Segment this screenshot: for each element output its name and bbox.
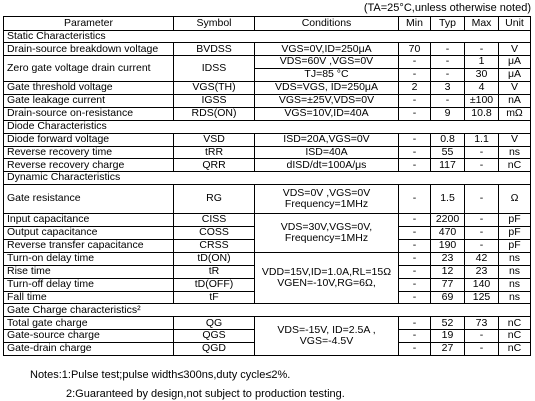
min-cell: - — [399, 278, 431, 291]
typ-cell: 470 — [431, 227, 465, 240]
condition-cell: dISD/dt=100A/μs — [255, 159, 399, 172]
symbol-cell: tRR — [174, 146, 255, 159]
max-cell: 4 — [465, 82, 499, 95]
symbol-cell: COSS — [174, 227, 255, 240]
symbol-cell: BVDSS — [174, 43, 255, 56]
table-row — [4, 133, 531, 146]
max-cell: 23 — [465, 265, 499, 278]
unit-cell: ns — [499, 265, 531, 278]
unit-cell: ns — [499, 252, 531, 265]
typ-cell: 0.8 — [431, 133, 465, 146]
unit-cell: V — [499, 43, 531, 56]
unit-cell: nC — [499, 159, 531, 172]
table-row — [4, 214, 531, 227]
unit-cell: ns — [499, 291, 531, 304]
symbol-cell: tR — [174, 265, 255, 278]
max-cell: - — [465, 43, 499, 56]
typ-cell: 12 — [431, 265, 465, 278]
typ-cell: 117 — [431, 159, 465, 172]
param-cell: Turn-on delay time — [4, 252, 174, 265]
condition-cell: VDS=60V ,VGS=0V — [255, 56, 399, 69]
typ-cell: 19 — [431, 330, 465, 343]
min-cell: - — [399, 252, 431, 265]
unit-cell: μA — [499, 56, 531, 69]
header-unit: Unit — [499, 17, 531, 31]
param-cell: Input capacitance — [4, 214, 174, 227]
condition-line: Frequency=1MHz — [284, 232, 369, 245]
condition-cell — [255, 185, 399, 214]
unit-cell: nA — [499, 94, 531, 107]
typ-cell: 23 — [431, 252, 465, 265]
conditions-note: (TA=25°C,unless otherwise noted) — [363, 2, 531, 14]
electrical-characteristics-table — [3, 16, 531, 356]
min-cell: - — [399, 239, 431, 252]
condition-cell: VGS=10V,ID=40A — [255, 107, 399, 120]
symbol-cell: tD(OFF) — [174, 278, 255, 291]
min-cell: - — [399, 69, 431, 82]
condition-cell: VDS=VGS, ID=250μA — [255, 82, 399, 95]
condition-cell: ISD=20A,VGS=0V — [255, 133, 399, 146]
condition-cell: TJ=85 °C — [255, 69, 399, 82]
param-cell: Output capacitance — [4, 227, 174, 240]
typ-cell: 69 — [431, 291, 465, 304]
section-static: Static Characteristics — [4, 30, 531, 43]
param-cell: Fall time — [4, 291, 174, 304]
param-cell: Gate threshold voltage — [4, 82, 174, 95]
min-cell: 2 — [399, 82, 431, 95]
unit-cell: μA — [499, 69, 531, 82]
table-header-row — [4, 17, 531, 31]
unit-cell: V — [499, 82, 531, 95]
min-cell: - — [399, 265, 431, 278]
unit-cell: nC — [499, 343, 531, 356]
unit-cell: ns — [499, 278, 531, 291]
table-row — [4, 185, 531, 214]
max-cell: - — [465, 227, 499, 240]
table-row — [4, 56, 531, 69]
typ-cell: - — [431, 69, 465, 82]
header-min: Min — [399, 17, 431, 31]
typ-cell: 27 — [431, 343, 465, 356]
section-gate-charge: Gate Charge characteristics² — [4, 304, 531, 317]
section-diode: Diode Characteristics — [4, 120, 531, 133]
unit-cell: nC — [499, 317, 531, 330]
section-row — [4, 120, 531, 133]
table-row — [4, 43, 531, 56]
max-cell: 73 — [465, 317, 499, 330]
condition-cell: ISD=40A — [255, 146, 399, 159]
max-cell: - — [465, 330, 499, 343]
table-row — [4, 107, 531, 120]
min-cell: - — [399, 159, 431, 172]
typ-cell: 9 — [431, 107, 465, 120]
unit-cell: nC — [499, 330, 531, 343]
min-cell: - — [399, 291, 431, 304]
condition-line: VDD=15V,ID=1.0A,RL=15Ω — [261, 265, 392, 278]
min-cell: - — [399, 94, 431, 107]
header-typ: Typ — [431, 17, 465, 31]
table-row — [4, 146, 531, 159]
header-parameter: Parameter — [4, 17, 174, 31]
typ-cell: - — [431, 56, 465, 69]
param-cell: Reverse recovery charge — [4, 159, 174, 172]
condition-line: VDS=-15V, ID=2.5A , — [277, 323, 376, 336]
min-cell: - — [399, 330, 431, 343]
max-cell: 42 — [465, 252, 499, 265]
param-cell: Gate resistance — [4, 185, 174, 214]
condition-line: VGEN=-10V,RG=6Ω, — [277, 277, 376, 290]
param-cell: Gate leakage current — [4, 94, 174, 107]
header-max: Max — [465, 17, 499, 31]
symbol-cell: QG — [174, 317, 255, 330]
condition-line: VDS=30V,VGS=0V, — [280, 220, 373, 233]
symbol-cell: QRR — [174, 159, 255, 172]
param-cell: Turn-off delay time — [4, 278, 174, 291]
typ-cell: 77 — [431, 278, 465, 291]
typ-cell: 3 — [431, 82, 465, 95]
symbol-cell: QGS — [174, 330, 255, 343]
table-row — [4, 94, 531, 107]
table-row — [4, 159, 531, 172]
param-cell: Gate-source charge — [4, 330, 174, 343]
unit-cell: ns — [499, 146, 531, 159]
symbol-cell: RG — [174, 185, 255, 214]
table-row — [4, 317, 531, 330]
min-cell: - — [399, 227, 431, 240]
symbol-cell: tD(ON) — [174, 252, 255, 265]
condition-line: VDS=0V ,VGS=0V — [282, 186, 371, 199]
min-cell: - — [399, 56, 431, 69]
param-cell: Gate-drain charge — [4, 343, 174, 356]
header-symbol: Symbol — [174, 17, 255, 31]
param-cell: Diode forward voltage — [4, 133, 174, 146]
condition-cell: VGS=0V,ID=250μA — [255, 43, 399, 56]
min-cell: - — [399, 107, 431, 120]
condition-cell: VGS=±25V,VDS=0V — [255, 94, 399, 107]
max-cell: ±100 — [465, 94, 499, 107]
param-cell: Zero gate voltage drain current — [4, 56, 174, 82]
max-cell: 1 — [465, 56, 499, 69]
max-cell: - — [465, 239, 499, 252]
unit-cell: pF — [499, 227, 531, 240]
typ-cell: 1.5 — [431, 185, 465, 214]
typ-cell: - — [431, 43, 465, 56]
table-row — [4, 252, 531, 265]
param-cell: Rise time — [4, 265, 174, 278]
param-cell: Reverse transfer capacitance — [4, 239, 174, 252]
table-row — [4, 82, 531, 95]
symbol-cell: RDS(ON) — [174, 107, 255, 120]
symbol-cell: CRSS — [174, 239, 255, 252]
note-line-1: Notes:1:Pulse test;pulse width≤300ns,duty cycle≤2%. — [30, 369, 291, 381]
typ-cell: 52 — [431, 317, 465, 330]
max-cell: 30 — [465, 69, 499, 82]
min-cell: 70 — [399, 43, 431, 56]
note-line-2: 2:Guaranteed by design,not subject to production testing. — [66, 388, 345, 400]
unit-cell: V — [499, 133, 531, 146]
section-row — [4, 172, 531, 185]
min-cell: - — [399, 214, 431, 227]
symbol-cell: VSD — [174, 133, 255, 146]
symbol-cell: QGD — [174, 343, 255, 356]
min-cell: - — [399, 343, 431, 356]
max-cell: 140 — [465, 278, 499, 291]
typ-cell: 190 — [431, 239, 465, 252]
condition-line: VGS=-4.5V — [299, 335, 354, 348]
symbol-cell: tF — [174, 291, 255, 304]
symbol-cell: VGS(TH) — [174, 82, 255, 95]
max-cell: - — [465, 343, 499, 356]
symbol-cell: IDSS — [174, 56, 255, 82]
typ-cell: 55 — [431, 146, 465, 159]
param-cell: Drain-source breakdown voltage — [4, 43, 174, 56]
unit-cell: pF — [499, 214, 531, 227]
min-cell: - — [399, 185, 431, 214]
max-cell: - — [465, 185, 499, 214]
unit-cell: mΩ — [499, 107, 531, 120]
condition-line: Frequency=1MHz — [284, 198, 369, 211]
param-cell: Reverse recovery time — [4, 146, 174, 159]
max-cell: 1.1 — [465, 133, 499, 146]
section-row — [4, 30, 531, 43]
section-row — [4, 304, 531, 317]
max-cell: 10.8 — [465, 107, 499, 120]
max-cell: - — [465, 146, 499, 159]
param-cell: Total gate charge — [4, 317, 174, 330]
symbol-cell: IGSS — [174, 94, 255, 107]
condition-cell — [255, 252, 399, 304]
condition-cell — [255, 317, 399, 356]
header-conditions: Conditions — [255, 17, 399, 31]
unit-cell: pF — [499, 239, 531, 252]
min-cell: - — [399, 317, 431, 330]
max-cell: - — [465, 159, 499, 172]
unit-cell: Ω — [499, 185, 531, 214]
section-dynamic: Dynamic Characteristics — [4, 172, 531, 185]
typ-cell: - — [431, 94, 465, 107]
symbol-cell: CISS — [174, 214, 255, 227]
param-cell: Drain-source on-resistance — [4, 107, 174, 120]
typ-cell: 2200 — [431, 214, 465, 227]
max-cell: - — [465, 214, 499, 227]
min-cell: - — [399, 133, 431, 146]
max-cell: 125 — [465, 291, 499, 304]
condition-cell — [255, 214, 399, 253]
min-cell: - — [399, 146, 431, 159]
